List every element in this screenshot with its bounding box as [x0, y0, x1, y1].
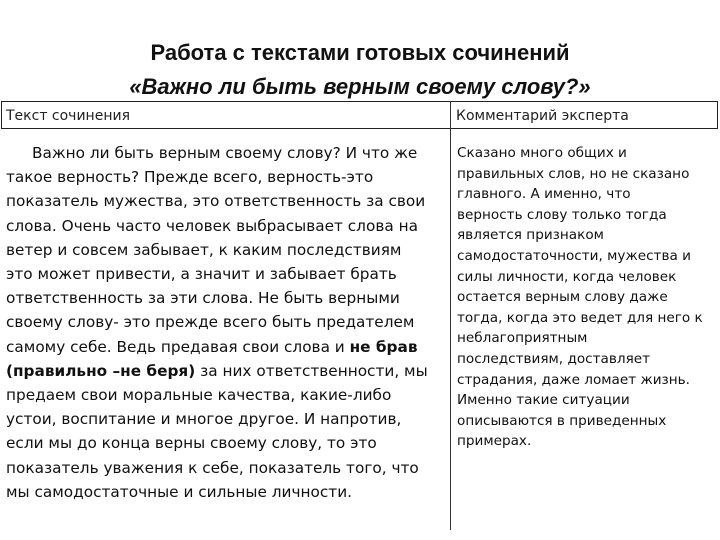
expert-comment-text [457, 143, 719, 452]
essay-bold-phrase: не брав [349, 337, 418, 356]
comment-line: страдания, даже ломает жизнь. [457, 371, 691, 388]
title-line-2: «Важно ли быть верным своему слову?» [129, 74, 591, 99]
comment-line: верность слову только тогда [457, 206, 667, 223]
essay-bold-correction: (правильно –не беря) [6, 361, 196, 380]
essay-line [6, 335, 442, 359]
comment-line: тогда, когда это ведет для него к [457, 309, 703, 326]
essay-line: предаем свои моральные качества, какие-либо [6, 386, 392, 405]
slide-title [0, 36, 720, 104]
essay-line: ответственность за эти слова. Не быть верными [6, 289, 400, 308]
comment-line: силы личности, когда человек [457, 268, 677, 285]
essay-line: Важно ли быть верным своему слову? И что же [32, 144, 418, 162]
essay-line: это может привести, а значит и забывает брать [6, 265, 397, 284]
comment-line: правильных слов, но не сказано [457, 165, 690, 182]
comment-line: самодостаточности, мужества и [457, 247, 691, 264]
essay-text [6, 141, 442, 504]
comment-line: главного. А именно, что [457, 186, 631, 203]
essay-line: ветер и совсем забывает, к каким последствиям [6, 240, 402, 259]
essay-line: показатель мужества, это ответственность за свои [6, 192, 426, 211]
essay-line [6, 359, 442, 383]
essay-column-header: Текст сочинения [6, 108, 130, 124]
essay-line-text: за них ответственности, мы [195, 361, 428, 380]
essay-line-text: самому себе. Ведь предавая свои слова и [6, 337, 350, 356]
comment-line: Именно такие ситуации [457, 392, 630, 409]
essay-line: устои, воспитание и многое другое. И напротив, [6, 410, 402, 429]
comment-line: неблагоприятным [457, 330, 588, 347]
essay-line: такое верность? Прежде всего, верность-это [6, 168, 374, 187]
essay-line: мы самодостаточные и сильные личности. [6, 482, 352, 501]
column-divider [450, 101, 451, 530]
comment-line: описываются в приведенных [457, 412, 667, 429]
title-line-1: Работа с текстами готовых сочинений [150, 40, 570, 65]
essay-line: если мы до конца верны своему слову, то это [6, 434, 377, 453]
comment-line: является признаком [457, 227, 604, 244]
essay-line: слова. Очень часто человек выбрасывает слова на [6, 216, 418, 235]
expert-comment-column-header: Комментарий эксперта [456, 108, 629, 124]
essay-line: показатель уважения к себе, показатель того, что [6, 458, 419, 477]
comment-line: последствиям, доставляет [457, 350, 651, 367]
comment-line: примерах. [457, 433, 532, 450]
comment-line: остается верным слову даже [457, 289, 668, 306]
essay-line: своему слову- это прежде всего быть предателем [6, 313, 415, 332]
comment-line: Сказано много общих и [457, 145, 627, 161]
